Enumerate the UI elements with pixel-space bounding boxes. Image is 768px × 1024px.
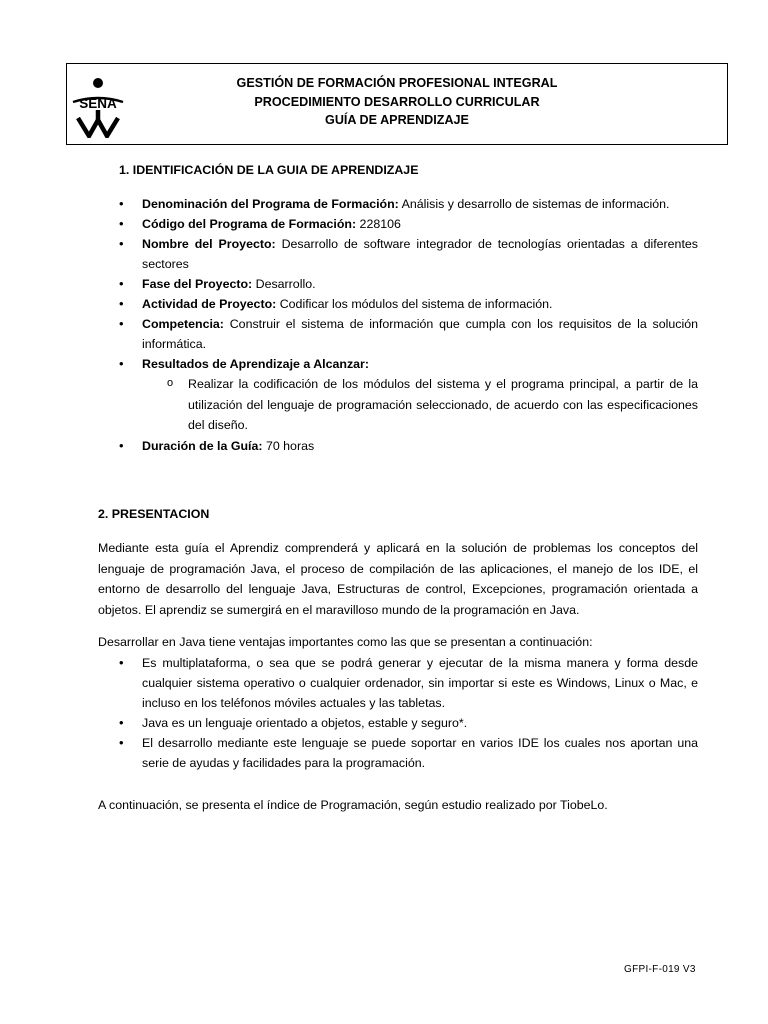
list-item: • Denominación del Programa de Formación: Análisis y desarrollo de sistemas de información. <box>116 194 698 214</box>
list-item: • Duración de la Guía: 70 horas <box>116 436 698 456</box>
list-item: • Resultados de Aprendizaje a Alcanzar: <box>116 354 698 374</box>
list-item: • Es multiplataforma, o sea que se podrá generar y ejecutar de la misma manera y forma desde cualquier sistema operativo o cualquier ordenador, sin importar si este es Windows, Linux o Mac, e incluso en los teléfonos móviles actuales y las tabletas. <box>116 653 698 713</box>
header-line-2: PROCEDIMIENTO DESARROLLO CURRICULAR <box>254 94 540 109</box>
list-item: • Actividad de Proyecto: Codificar los módulos del sistema de información. <box>116 294 698 314</box>
document-header <box>66 63 728 145</box>
presentation-paragraph-2: Desarrollar en Java tiene ventajas importantes como las que se presentan a continuación: <box>98 635 593 649</box>
list-item: • El desarrollo mediante este lenguaje se puede soportar en varios IDE los cuales nos aportan una serie de ayudas y facilidades para la programación. <box>116 733 698 773</box>
presentation-paragraph-1: Mediante esta guía el Aprendiz comprenderá y aplicará en la solución de problemas los conceptos del lenguaje de programación Java, el proceso de compilación de las aplicaciones, el manejo de los IDE, el entorno de desarrollo del lenguaje Java, Estructuras de control, Excepciones, programación orientada a objetos. El aprendiz se sumergirá en el maravilloso mundo de la programación en Java. <box>98 541 698 617</box>
header-line-1: GESTIÓN DE FORMACIÓN PROFESIONAL INTEGRAL <box>236 76 558 90</box>
section-1-title: 1. IDENTIFICACIÓN DE LA GUIA DE APRENDIZAJE <box>119 163 419 177</box>
header-titles <box>67 74 727 130</box>
list-item: • Competencia: Construir el sistema de información que cumpla con los requisitos de la solución informática. <box>116 314 698 354</box>
list-item: • Java es un lenguaje orientado a objetos, estable y seguro*. <box>116 713 698 733</box>
presentation-paragraph-3: A continuación, se presenta el índice de Programación, según estudio realizado por TiobeLo. <box>98 798 608 812</box>
form-code: GFPI-F-019 V3 <box>624 964 696 975</box>
identification-list <box>116 194 698 456</box>
logo-text: SENA <box>79 96 117 111</box>
list-item: • Código del Programa de Formación: 228106 <box>116 214 698 234</box>
header-line-3: GUÍA DE APRENDIZAJE <box>325 113 469 127</box>
list-item: • Fase del Proyecto: Desarrollo. <box>116 274 698 294</box>
section-2-title: 2. PRESENTACION <box>98 507 210 521</box>
advantages-list <box>116 653 698 773</box>
learning-result-item: o Realizar la codificación de los módulos del sistema y el programa principal, a partir de la utilización del lenguaje de programación seleccionado, de acuerdo con las especificaciones del diseño. <box>116 374 698 436</box>
list-item: • Nombre del Proyecto: Desarrollo de software integrador de tecnologías orientadas a diferentes sectores <box>116 234 698 274</box>
